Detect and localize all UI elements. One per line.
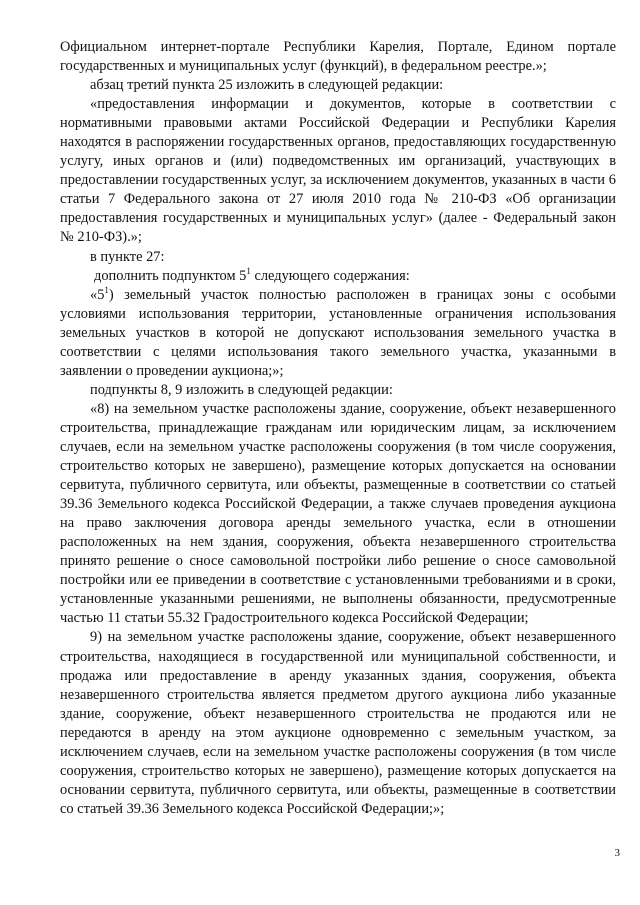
subitem-5-1-text: ) земельный участок полностью расположен в границах зоны с особыми условиями использования территории, установленные ограничения использования земельных участков в которой не допускают использования земельного участка в соответствии с целями использования такого земельного участка, указанными в заявлении о проведении аукциона;»; <box>60 286 616 379</box>
add-subitem-text-tail: следующего содержания: <box>250 267 410 284</box>
document-page <box>60 38 616 819</box>
paragraph-subitems-8-9-intro: подпункты 8, 9 изложить в следующей редакции: <box>90 381 393 398</box>
superscript: 1 <box>104 284 109 295</box>
paragraph-subitem-9: 9) на земельном участке расположены здание, сооружение, объект незавершенного строительства, находящиеся в государственной или муниципальной собственности, и продажа или предоставление в аренду указанных здания, сооружения, объекта незавершенного строительства является предметом другого аукциона либо указанные здание, сооружение, объект незавершенного строительства не продаются или не передаются в аренду на этом аукционе одновременно с земельным участком, за исключением случаев, если на земельном участке расположены сооружения (в том числе сооружения, строительство которых не завершено), размещение которых допускается на основании сервитута, публичного сервитута, или объекты, размещенные в соответствии со статьей 39.36 Земельного кодекса Российской Федерации;»; <box>60 629 616 817</box>
paragraph-item-25-text: «предоставления информации и документов, которые в соответствии с нормативными правовыми актами Российской Федерации и Республики Карелия находятся в распоряжении государственных органов, предоставляющих государственную услугу, иных органов и (или) подведомственных им организаций, участвующих в предоставлении государственных услуг, за исключением документов, указанных в части 6 статьи 7 Федерального закона от 27 июля 2010 года № 210-ФЗ «Об организации предоставления государственных и муниципальных услуг» (далее - Федеральный закон № 210-ФЗ).»; <box>60 96 616 246</box>
paragraph-add-subitem <box>60 267 616 286</box>
paragraph-subitem-5-1 <box>60 286 616 381</box>
page-number: 3 <box>614 847 620 859</box>
paragraph-item-25-intro: абзац третий пункта 25 изложить в следующей редакции: <box>90 77 444 94</box>
paragraph-subitem-8: «8) на земельном участке расположены здание, сооружение, объект незавершенного строительства, принадлежащие гражданам или юридическим лицам, за исключением случаев, если на земельном участке расположены сооружения (в том числе сооружения, строительство которых не завершено), размещение которых допускается на основании сервитута, публичного сервитута, или объекты, размещенные в соответствии со статьей 39.36 Земельного кодекса Российской Федерации, а также случаев проведения аукциона на право заключения договора аренды земельного участка, если в отношении расположенных на нем здания, сооружения, объекта незавершенного строительства принято решение о сносе самовольной постройки либо решение о сносе самовольной постройки или ее приведении в соответствие с установленными требованиями и в сроки, установленные указанными решениями, не выполнены обязанности, предусмотренные частью 11 статьи 55.32 Градостроительного кодекса Российской Федерации; <box>60 400 616 627</box>
paragraph-portal-list: Официальном интернет-портале Республики Карелия, Портале, Едином портале государственных и муниципальных услуг (функций), в федеральном реестре.»; <box>60 39 616 75</box>
subitem-5-1-number: «5 <box>90 286 105 303</box>
superscript: 1 <box>246 265 251 276</box>
paragraph-item-27-intro: в пункте 27: <box>90 248 165 265</box>
add-subitem-text: дополнить подпунктом 5 <box>94 267 247 284</box>
